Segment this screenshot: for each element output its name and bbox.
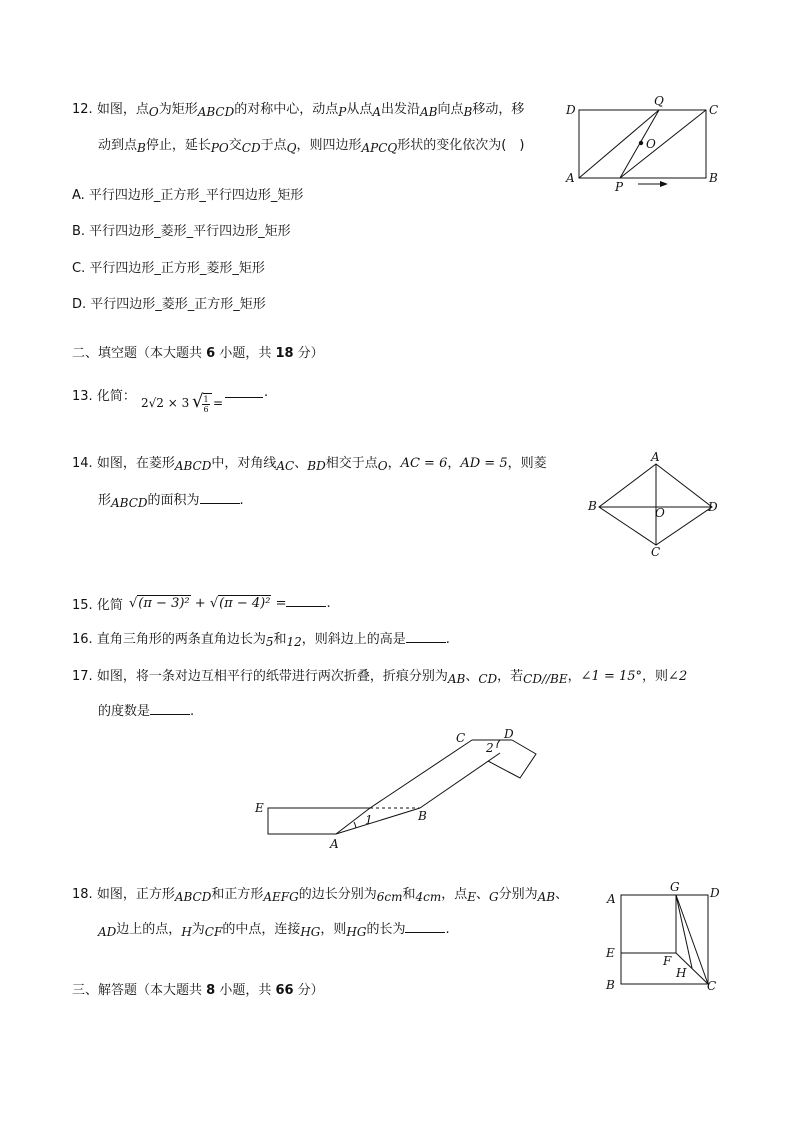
- math-var: Q: [286, 141, 297, 155]
- q12-text: 从点: [346, 102, 373, 117]
- math-var: B: [137, 141, 146, 155]
- q18-line2: [98, 918, 450, 937]
- math-num: 5: [265, 635, 274, 649]
- q16-line: [72, 628, 450, 647]
- q13-frac-num: 1: [203, 395, 209, 404]
- q12-rectangle-figure: [560, 92, 730, 197]
- q14-line2: [98, 489, 244, 508]
- math-var: AEFG: [263, 890, 299, 904]
- q18-text: 和正方形: [211, 887, 264, 902]
- section-text: 分）: [293, 983, 324, 998]
- q17-number: 17.: [72, 669, 93, 684]
- q16-text: 和: [273, 632, 287, 647]
- label-b: B: [588, 499, 597, 513]
- label-p: P: [615, 180, 624, 194]
- sqrt-sign: √: [209, 596, 219, 611]
- q17-text: 的度数是: [98, 704, 151, 719]
- math-var: A: [372, 105, 381, 119]
- q14-text: 的面积为: [147, 493, 200, 508]
- math-var: PO: [210, 141, 229, 155]
- math-eq: ∠2: [668, 669, 688, 684]
- q17-text: ，: [567, 669, 581, 684]
- q18-text: 和: [402, 887, 416, 902]
- math-var: CD: [241, 141, 261, 155]
- q12-text: 出发沿: [381, 102, 421, 117]
- q14-text: 、: [294, 456, 308, 471]
- section-count: 6: [206, 346, 216, 361]
- q13-sqrt-bar: [203, 393, 212, 394]
- math-var: AC: [276, 459, 295, 473]
- label-angle-2: 2: [486, 741, 494, 755]
- math-var: E: [467, 890, 476, 904]
- q15-blank: [286, 594, 326, 607]
- q12-option-a: A. 平行四边形_正方形_平行四边形_矩形: [72, 188, 304, 203]
- section-text: 三、解答题（本大题共: [72, 983, 207, 998]
- label-angle-1: 1: [365, 813, 373, 827]
- q14-text: ，: [447, 456, 461, 471]
- math-var: H: [181, 925, 192, 939]
- section-text: 小题，共: [215, 983, 276, 998]
- angle-2-arc: [497, 740, 500, 748]
- q16-text: ，则斜边上的高是: [301, 632, 406, 647]
- math-eq: ∠1 = 15°: [580, 669, 643, 684]
- math-var: AB: [447, 672, 466, 686]
- q14-text: ，: [387, 456, 401, 471]
- q12-text: 形状的变化依次为: [397, 138, 502, 153]
- label-b: B: [709, 171, 718, 185]
- q18-period: .: [445, 922, 450, 937]
- q13-number: 13.: [72, 389, 93, 404]
- q18-line1: [72, 883, 568, 902]
- section-score: 66: [275, 983, 294, 998]
- q15-text: 化简: [96, 598, 123, 613]
- section-count: 8: [206, 983, 216, 998]
- q15-period: .: [326, 596, 331, 611]
- q18-text: ，则: [320, 922, 347, 937]
- q14-period: .: [239, 493, 244, 508]
- label-c: C: [651, 545, 661, 559]
- label-f: F: [663, 954, 672, 968]
- math-var: 6cm: [376, 890, 403, 904]
- label-d: D: [566, 103, 576, 117]
- math-var: CF: [204, 925, 223, 939]
- math-var: 4cm: [415, 890, 442, 904]
- q12-text: ，则四边形: [296, 138, 362, 153]
- q16-blank: [406, 630, 446, 643]
- label-d: D: [710, 886, 720, 900]
- q12-text: 的对称中心，动点: [234, 102, 339, 117]
- center-dot: [639, 141, 643, 145]
- math-var: CD: [478, 672, 498, 686]
- q18-number: 18.: [72, 887, 93, 902]
- q17-text: ，若: [497, 669, 524, 684]
- q12-text: 停止，延长: [145, 138, 211, 153]
- math-var: P: [338, 105, 347, 119]
- q18-squares-figure: [600, 878, 730, 996]
- q18-text: 的长为: [366, 922, 406, 937]
- line-pc: [620, 110, 706, 178]
- q14-text: 如图，在菱形: [96, 456, 175, 471]
- math-num: 12: [286, 635, 302, 649]
- q16-number: 16.: [72, 632, 93, 647]
- math-var: BD: [307, 459, 326, 473]
- q18-text: 分别为: [498, 887, 538, 902]
- angle-1-arc: [354, 822, 356, 828]
- q17-folded-strip-figure: [250, 726, 550, 852]
- q15-number: 15.: [72, 598, 93, 613]
- label-b: B: [418, 809, 427, 823]
- arrow-head: [660, 181, 668, 187]
- label-d: D: [708, 500, 718, 514]
- crease-ab: [336, 808, 420, 834]
- q13-line: [72, 385, 136, 404]
- math-var: AB: [420, 105, 438, 119]
- math-var: O: [377, 459, 388, 473]
- q14-text: ，则菱: [507, 456, 547, 471]
- q13-expression: [141, 396, 189, 410]
- label-d: D: [504, 727, 514, 741]
- equals: =: [275, 596, 287, 611]
- label-e: E: [255, 801, 264, 815]
- q13-blank: [225, 387, 263, 398]
- q12-text: 动到点: [98, 138, 138, 153]
- q14-blank: [200, 491, 240, 504]
- math-var: G: [489, 890, 499, 904]
- strip-left: [268, 808, 370, 834]
- math-var: AD: [98, 925, 117, 939]
- q13-text: 化简：: [96, 389, 136, 404]
- q17-text: ，则: [642, 669, 669, 684]
- q12-text: 移动，移: [472, 102, 525, 117]
- q18-text: 边上的点，: [116, 922, 182, 937]
- q18-text: 的中点，连接: [222, 922, 301, 937]
- q18-text: 如图，正方形: [96, 887, 175, 902]
- math-var: CD//BE: [523, 672, 568, 686]
- label-a: A: [651, 450, 660, 464]
- label-c: C: [456, 731, 466, 745]
- math-var: B: [463, 105, 473, 119]
- q14-rhombus-figure: [584, 448, 724, 560]
- q12-option-d: D. 平行四边形_菱形_正方形_矩形: [72, 297, 266, 312]
- radicand-1: (π − 3)²: [138, 596, 190, 611]
- math-eq: AD = 5: [460, 456, 508, 471]
- q15-line: [72, 594, 123, 613]
- q17-period: .: [190, 704, 195, 719]
- label-h: H: [676, 966, 687, 980]
- q17-blank: [150, 702, 190, 715]
- plus: +: [194, 596, 206, 611]
- square-aefg: [621, 895, 676, 953]
- q12-line1: [72, 98, 524, 117]
- q14-text: 中，对角线: [211, 456, 277, 471]
- label-a: A: [566, 171, 575, 185]
- label-c: C: [707, 979, 717, 993]
- q12-text: 于点: [260, 138, 287, 153]
- section-text: 分）: [293, 346, 324, 361]
- section-text: 二、填空题（本大题共: [72, 346, 207, 361]
- expr-part: 2√2 × 3: [141, 396, 190, 410]
- label-o: O: [655, 506, 665, 520]
- sqrt-sign: √: [129, 596, 138, 611]
- q13-sqrt-sign: √: [192, 391, 204, 412]
- math-var: HG: [346, 925, 367, 939]
- label-c: C: [709, 103, 719, 117]
- q15-expression: [129, 594, 331, 611]
- q13-frac-den: 6: [203, 405, 209, 414]
- q13-equals: =: [213, 396, 224, 410]
- section-text: 小题，共: [215, 346, 276, 361]
- section-score: 18: [275, 346, 294, 361]
- math-var: O: [148, 105, 159, 119]
- q18-text: 的边长分别为: [298, 887, 377, 902]
- math-var: ABCD: [197, 105, 235, 119]
- math-var: ABCD: [174, 890, 212, 904]
- label-q: Q: [654, 94, 664, 108]
- q12-text: 向点: [437, 102, 464, 117]
- q12-number: 12.: [72, 102, 93, 117]
- q18-text: ，点: [441, 887, 468, 902]
- label-e: E: [606, 946, 615, 960]
- q12-text: 交: [228, 138, 242, 153]
- q16-text: 直角三角形的两条直角边长为: [96, 632, 266, 647]
- strip-edge-1: [370, 740, 472, 808]
- strip-right: [488, 740, 536, 778]
- q18-text: 、: [476, 887, 490, 902]
- square-abcd: [621, 895, 708, 984]
- q17-text: 、: [465, 669, 479, 684]
- q14-line1: [72, 452, 547, 471]
- section-2-header: [72, 342, 324, 361]
- q17-line2: [98, 700, 194, 719]
- label-b: B: [606, 978, 615, 992]
- q12-option-b: B. 平行四边形_菱形_平行四边形_矩形: [72, 224, 291, 239]
- q12-text: 为矩形: [158, 102, 198, 117]
- answer-paren: ( ): [501, 138, 525, 153]
- math-eq: AC = 6: [400, 456, 448, 471]
- radicand-2: (π − 4)²: [219, 596, 271, 611]
- q12-text: 如图，点: [96, 102, 149, 117]
- q14-number: 14.: [72, 456, 93, 471]
- math-var: AB: [537, 890, 556, 904]
- label-g: G: [670, 880, 680, 894]
- q14-text: 相交于点: [325, 456, 378, 471]
- math-var: ABCD: [111, 496, 148, 510]
- math-var: APCQ: [361, 141, 398, 155]
- q18-text: 为: [191, 922, 205, 937]
- q18-blank: [405, 920, 445, 933]
- q16-period: .: [445, 632, 450, 647]
- label-a: A: [607, 892, 616, 906]
- q12-option-c: C. 平行四边形_正方形_菱形_矩形: [72, 261, 265, 276]
- q18-text: 、: [555, 887, 569, 902]
- q12-line2: [98, 134, 524, 153]
- math-var: ABCD: [174, 459, 212, 473]
- q14-text: 形: [98, 493, 112, 508]
- q17-line1: [72, 665, 687, 684]
- label-a: A: [330, 837, 339, 851]
- q17-text: 如图，将一条对边互相平行的纸带进行两次折叠，折痕分别为: [96, 669, 448, 684]
- section-3-header: [72, 979, 324, 998]
- label-o: O: [646, 137, 656, 151]
- q13-period: .: [264, 385, 269, 400]
- math-var: HG: [300, 925, 321, 939]
